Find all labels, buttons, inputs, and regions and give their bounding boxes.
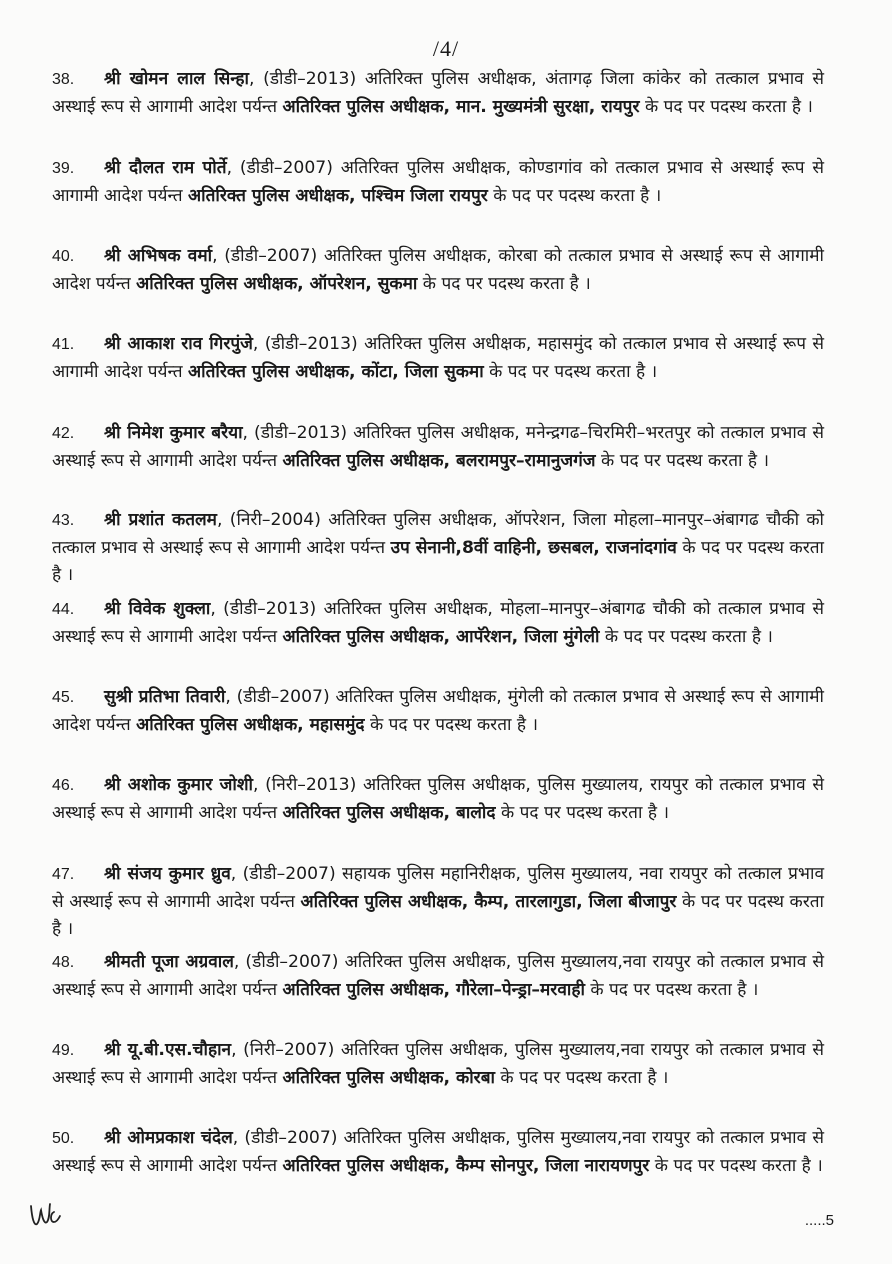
posting-title: अतिरिक्त पुलिस अधीक्षक, कैम्प सोनपुर, जिला नारायणपुर (282, 1155, 650, 1176)
entry-text: , (डीडी–2007) अतिरिक्त पुलिस अधीक्षक, पुलिस मुख्यालय,नवा रायपुर को तत्काल प्रभाव से अस्थाई रूप से आगामी आदेश पर्यन्त (52, 1128, 824, 1176)
officer-name: श्री ओमप्रकाश चंदेल (104, 1128, 233, 1148)
initials-signature-icon (28, 1198, 68, 1232)
order-entry-40 (52, 243, 824, 298)
posting-title: अतिरिक्त पुलिस अधीक्षक, कोंटा, जिला सुकमा (188, 361, 484, 382)
entry-tail: के पद पर पदस्थ करता है । (494, 1067, 669, 1088)
entry-text: , (डीडी–2013) अतिरिक्त पुलिस अधीक्षक, मोहला–मानपुर–अंबागढ चौकी को तत्काल प्रभाव से अस्थाई रूप से आगामी आदेश पर्यन्त (52, 599, 824, 647)
entry-tail: के पद पर पदस्थ करता है । (649, 1155, 823, 1176)
officer-name: श्री विवेक शुक्ला (104, 599, 211, 619)
entry-number: 45. (52, 689, 75, 706)
order-entry-43 (52, 507, 824, 588)
entry-text: , (डीडी–2007) अतिरिक्त पुलिस अधीक्षक, मुंगेली को तत्काल प्रभाव से अस्थाई रूप से आगामी आदेश पर्यन्त (52, 687, 824, 735)
entry-text: , (निरी–2007) अतिरिक्त पुलिस अधीक्षक, पुलिस मुख्यालय,नवा रायपुर को तत्काल प्रभाव से अस्थाई रूप से आगामी आदेश पर्यन्त (52, 1040, 824, 1088)
entry-text: , (निरी–2004) अतिरिक्त पुलिस अधीक्षक, ऑपरेशन, जिला मोहला–मानपुर–अंबागढ चौकी को तत्काल प्रभाव से अस्थाई रूप से आगामी आदेश पर्यन्त (52, 510, 825, 558)
order-entry-49 (52, 1037, 824, 1092)
officer-name: श्री आकाश राव गिरपुंजे (104, 334, 253, 354)
order-entry-45 (52, 684, 824, 739)
order-entry-50 (52, 1125, 824, 1180)
order-entry-41 (52, 331, 824, 386)
posting-title: अतिरिक्त पुलिस अधीक्षक, पश्चिम जिला रायपुर (188, 185, 488, 206)
entry-tail: के पद पर पदस्थ करता है । (495, 802, 669, 823)
entry-tail: के पद पर पदस्थ करता है । (364, 714, 539, 735)
entry-number: 47. (52, 866, 75, 883)
entry-number: 41. (52, 336, 75, 353)
entry-text: , (डीडी–2013) अतिरिक्त पुलिस अधीक्षक, मनेन्द्रगढ–चिरमिरी–भरतपुर को तत्काल प्रभाव से अस्थाई रूप से आगामी आदेश पर्यन्त (52, 423, 824, 471)
officer-name: श्री प्रशांत कतलम (104, 510, 217, 530)
entry-tail: के पद पर पदस्थ करता है । (599, 626, 773, 647)
officer-name: सुश्री प्रतिभा तिवारी (104, 687, 226, 707)
entry-tail: के पद पर पदस्थ करता है । (52, 891, 824, 939)
posting-title: अतिरिक्त पुलिस अधीक्षक, कोरबा (282, 1067, 495, 1088)
posting-title: अतिरिक्त पुलिस अधीक्षक, आपॅरेशन, जिला मुंगेली (282, 626, 600, 647)
entry-number: 48. (52, 954, 75, 971)
entry-number: 40. (52, 248, 75, 265)
order-entry-39 (52, 155, 824, 210)
entry-tail: के पद पर पदस्थ करता है । (52, 537, 824, 585)
entry-number: 50. (52, 1130, 75, 1147)
entry-number: 43. (52, 512, 75, 529)
continuation-marker: .....5 (804, 1212, 834, 1229)
officer-name: श्री निमेश कुमार बरैया (104, 423, 243, 443)
officer-name: श्री खोमन लाल सिन्हा (104, 69, 250, 89)
officer-name: श्री संजय कुमार ध्रुव (104, 864, 231, 884)
posting-title: अतिरिक्त पुलिस अधीक्षक, मान. मुख्यमंत्री सुरक्षा, रायपुर (282, 96, 640, 117)
entry-text: , (डीडी–2013) अतिरिक्त पुलिस अधीक्षक, महासमुंद को तत्काल प्रभाव से अस्थाई रूप से आगामी आदेश पर्यन्त (52, 334, 824, 382)
entry-number: 42. (52, 425, 75, 442)
posting-title: उप सेनानी,8वीं वाहिनी, छसबल, राजनांदगांव (390, 537, 677, 558)
entry-text: , (डीडी–2007) अतिरिक्त पुलिस अधीक्षक, कोण्डागांव को तत्काल प्रभाव से अस्थाई रूप से आगामी आदेश पर्यन्त (52, 158, 824, 206)
entry-number: 49. (52, 1042, 75, 1059)
entry-tail: के पद पर पदस्थ करता है । (584, 979, 759, 1000)
entry-tail: के पद पर पदस्थ करता है । (417, 273, 591, 294)
entry-tail: के पद पर पदस्थ करता है । (483, 361, 658, 382)
officer-name: श्री दौलत राम पोर्ते (104, 158, 227, 178)
entry-text: , (डीडी–2007) सहायक पुलिस महानिरीक्षक, पुलिस मुख्यालय, नवा रायपुर को तत्काल प्रभाव से अस्थाई रूप से आगामी आदेश पर्यन्त (52, 864, 825, 912)
entry-tail: के पद पर पदस्थ करता है । (487, 185, 662, 206)
posting-title: अतिरिक्त पुलिस अधीक्षक, बलरामपुर–रामानुजगंज (282, 450, 596, 471)
page-number: /4/ (432, 36, 460, 61)
order-entry-48 (52, 949, 824, 1004)
entry-number: 39. (52, 160, 75, 177)
posting-title: अतिरिक्त पुलिस अधीक्षक, बालोद (282, 802, 496, 823)
entry-text: , (डीडी–2013) अतिरिक्त पुलिस अधीक्षक, अंतागढ़ जिला कांकेर को तत्काल प्रभाव से अस्थाई रूप से आगामी आदेश पर्यन्त (52, 69, 824, 117)
order-entry-46 (52, 772, 824, 827)
entry-tail: के पद पर पदस्थ करता है । (595, 450, 770, 471)
entry-tail: के पद पर पदस्थ करता है । (639, 96, 813, 117)
officer-name: श्री अशोक कुमार जोशी (104, 775, 253, 795)
officer-name: श्रीमती पूजा अग्रवाल (104, 952, 234, 972)
entry-text: , (डीडी–2007) अतिरिक्त पुलिस अधीक्षक, कोरबा को तत्काल प्रभाव से अस्थाई रूप से आगामी आदेश पर्यन्त (52, 246, 824, 294)
officer-name: श्री यू.बी.एस.चौहान (104, 1040, 232, 1060)
entry-number: 44. (52, 601, 75, 618)
entry-number: 46. (52, 777, 75, 794)
posting-title: अतिरिक्त पुलिस अधीक्षक, कैम्प, तारलागुडा, जिला बीजापुर (300, 891, 677, 912)
posting-title: अतिरिक्त पुलिस अधीक्षक, ऑपरेशन, सुकमा (136, 273, 418, 294)
entry-text: , (डीडी–2007) अतिरिक्त पुलिस अधीक्षक, पुलिस मुख्यालय,नवा रायपुर को तत्काल प्रभाव से अस्थाई रूप से आगामी आदेश पर्यन्त (52, 952, 824, 1000)
order-entry-42 (52, 420, 824, 475)
order-entry-47 (52, 861, 824, 942)
order-entry-44 (52, 596, 824, 651)
officer-name: श्री अभिषक वर्मा (104, 246, 213, 266)
order-entry-38 (52, 66, 824, 121)
entry-number: 38. (52, 71, 75, 88)
posting-title: अतिरिक्त पुलिस अधीक्षक, गौरेला–पेन्ड्रा–मरवाही (282, 979, 585, 1000)
posting-title: अतिरिक्त पुलिस अधीक्षक, महासमुंद (136, 714, 365, 735)
entry-text: , (निरी–2013) अतिरिक्त पुलिस अधीक्षक, पुलिस मुख्यालय, रायपुर को तत्काल प्रभाव से अस्थाई रूप से आगामी आदेश पर्यन्त (52, 775, 824, 823)
